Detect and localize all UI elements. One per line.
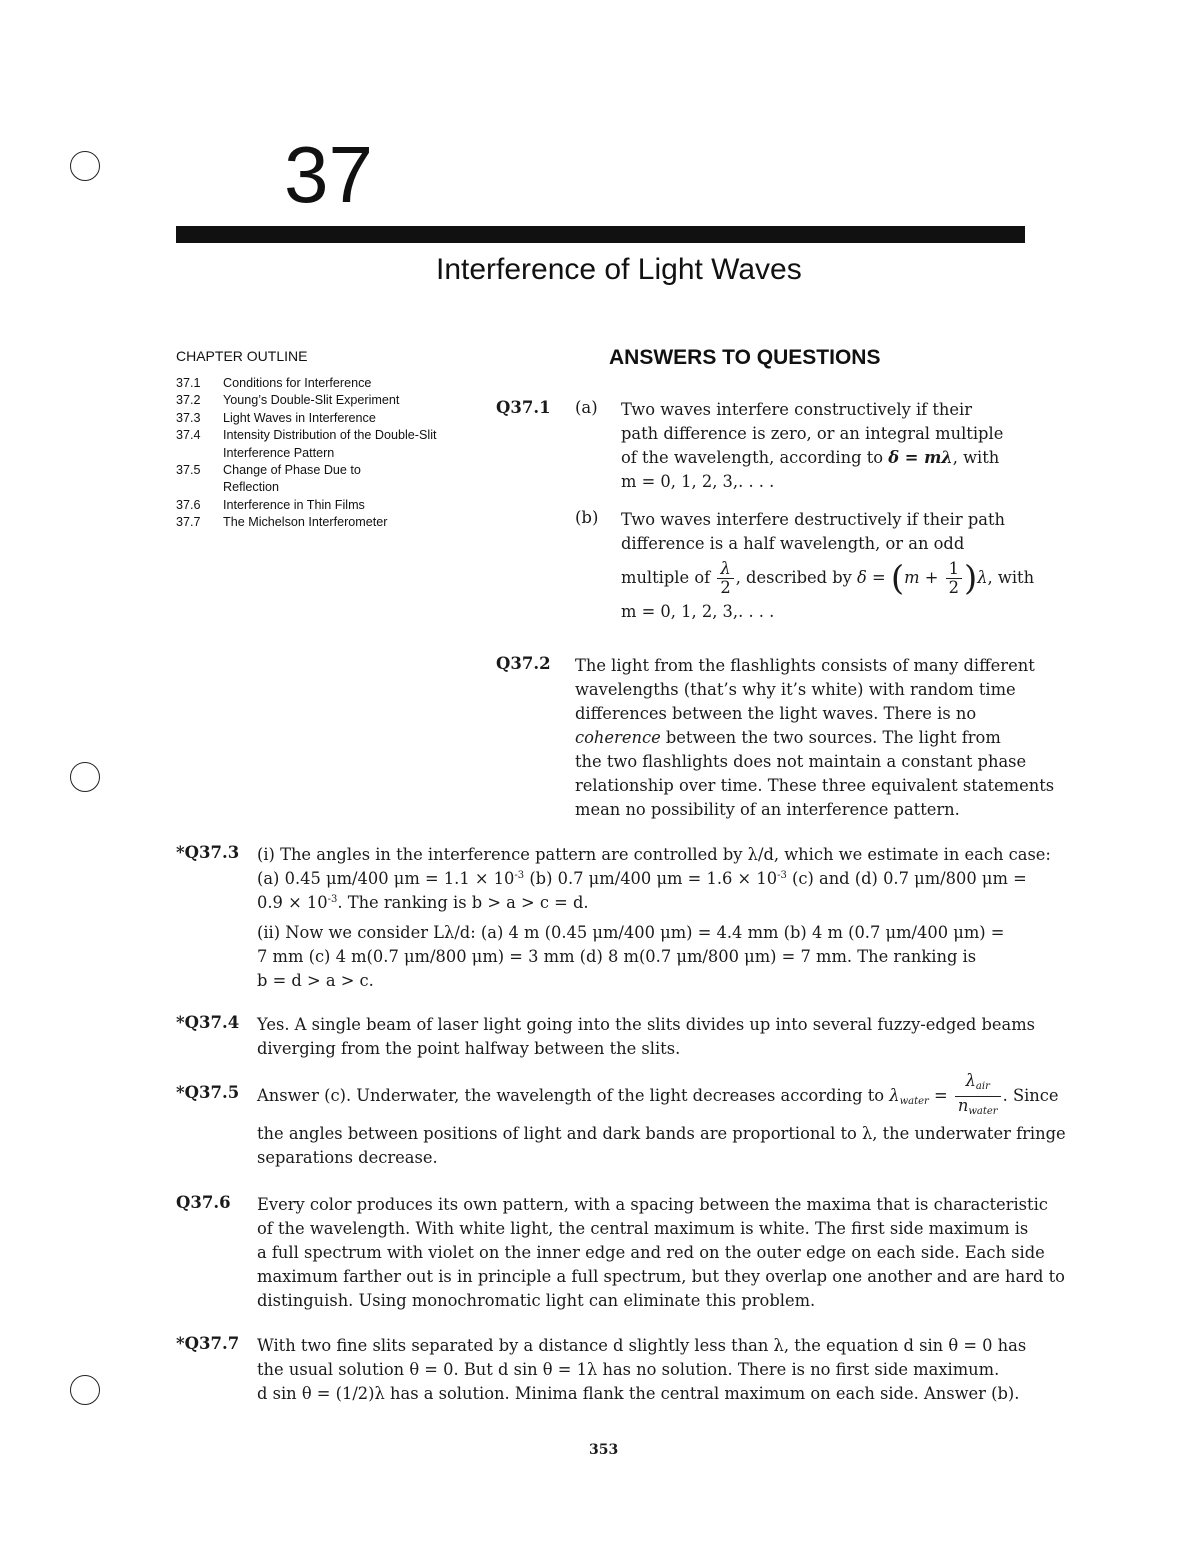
q1-part-b: Two waves interfere destructively if their path difference is a half wavelength, or an odd multiple of $\frac{\lambda}{2}$ , described by δ = (m + $\frac{1}{2}$ )λ, with m = 0, 1, 2, 3,. . . .	[621, 510, 1035, 621]
outline-heading: CHAPTER OUTLINE	[176, 348, 308, 364]
chapter-outline	[176, 348, 476, 532]
question-label: *Q37.4	[176, 1013, 240, 1032]
binder-hole-middle	[70, 762, 100, 792]
outline-item: 37.5 Change of Phase Due to Reflection	[176, 463, 361, 495]
outline-item: 37.2 Young’s Double-Slit Experiment	[176, 393, 400, 408]
page-number: 353	[589, 1442, 619, 1458]
chapter-title: Interference of Light Waves	[436, 253, 802, 286]
outline-item: 37.4 Intensity Distribution of the Double-Slit Interference Pattern	[176, 428, 437, 460]
q4-answer: Yes. A single beam of laser light going into the slits divides up into several fuzzy-edged beams diverging from the point halfway between the slits.	[257, 1015, 1036, 1058]
q3-answer: (i) The angles in the interference pattern are controlled by λ/d, which we estimate in each case: (a) 0.45 μm/400 $\mu m = 1.1 \times 10^{-3}$ (b) 0.7 μm/400 $\mu m = 1.6 \times 10^{-3}$ (c) and (d) 0.7 μm/800 μm = $0.9 \times 10^{-3}$. The ranking is b > a > c = d. (ii) Now we consider Lλ/d: (a) 4 m (0.45 μm/400 μm) = 4.4 mm (b) 4 m (0.7 μm/400 μm) = 7 mm (c) 4 m(0.7 μm/800 μm) = 3 mm (d) 8 m(0.7 μm/800 μm) = 7 mm. The ranking is b = d > a > c.	[257, 845, 1051, 990]
outline-item: 37.7 The Michelson Interferometer	[176, 515, 388, 530]
outline-item: 37.1 Conditions for Interference	[176, 376, 372, 390]
chapter-rule	[176, 226, 1025, 243]
question-label: Q37.2	[496, 654, 551, 673]
chapter-number: 37	[284, 130, 373, 219]
answers-heading: ANSWERS TO QUESTIONS	[609, 346, 881, 369]
fraction-wavelength-ratio: $\frac{\lambda_{air}}{n_{water}}$	[955, 1072, 1001, 1121]
fraction-one-half: $\frac{1}{2}$	[946, 560, 962, 597]
q2-answer: The light from the flashlights consists of many different wavelengths (that’s why it’s white) with random time differences between the light waves. There is no coherence between the two sources. The light from the two flashlights does not maintain a constant phase relationship over time. These three equivalent statements mean no possibility of an interference pattern.	[575, 656, 1055, 819]
q6-answer: Every color produces its own pattern, with a spacing between the maxima that is characteristic of the wavelength. With white light, the central maximum is white. The first side maximum is a full spectrum with violet on the inner edge and red on the outer edge on each side. Each side maximum farther out is in principle a full spectrum, but they overlap one another and are hard to distinguish. Using monochromatic light can eliminate this problem.	[257, 1195, 1065, 1310]
part-label: (b)	[575, 508, 599, 527]
question-label: *Q37.5	[176, 1083, 240, 1102]
question-label: Q37.6	[176, 1193, 231, 1212]
equation: δ = mλ	[888, 448, 953, 467]
binder-hole-top	[70, 151, 100, 181]
fraction-lambda-over-2: $\frac{\lambda}{2}$	[717, 560, 733, 597]
q7-answer: With two fine slits separated by a distance d slightly less than λ, the equation d sin θ = 0 has the usual solution θ = 0. But d sin θ = 1λ has no solution. There is no first side maximum. d sin θ = (1/2)λ has a solution. Minima flank the central maximum on each side. Answer (b).	[257, 1336, 1027, 1403]
question-label: Q37.1	[496, 398, 551, 417]
outline-item: 37.6 Interference in Thin Films	[176, 497, 365, 512]
outline-item: 37.3 Light Waves in Interference	[176, 410, 376, 425]
q1-part-a: Two waves interfere constructively if their path difference is zero, or an integral multiple of the wavelength, according to δ = mλ, with m = 0, 1, 2, 3,. . . .	[621, 400, 1004, 491]
part-label: (a)	[575, 398, 598, 417]
q5-answer: Answer (c). Underwater, the wavelength of the light decreases according to $\lambda_{water}$ = $\frac{\lambda_{air}}{n_{water}}$ . Since the angles between positions of light and dark bands are proportional to λ, the underwater fringe separations decrease.	[257, 1071, 1066, 1167]
question-label: *Q37.3	[176, 843, 240, 862]
question-label: *Q37.7	[176, 1334, 240, 1353]
binder-hole-bottom	[70, 1375, 100, 1405]
